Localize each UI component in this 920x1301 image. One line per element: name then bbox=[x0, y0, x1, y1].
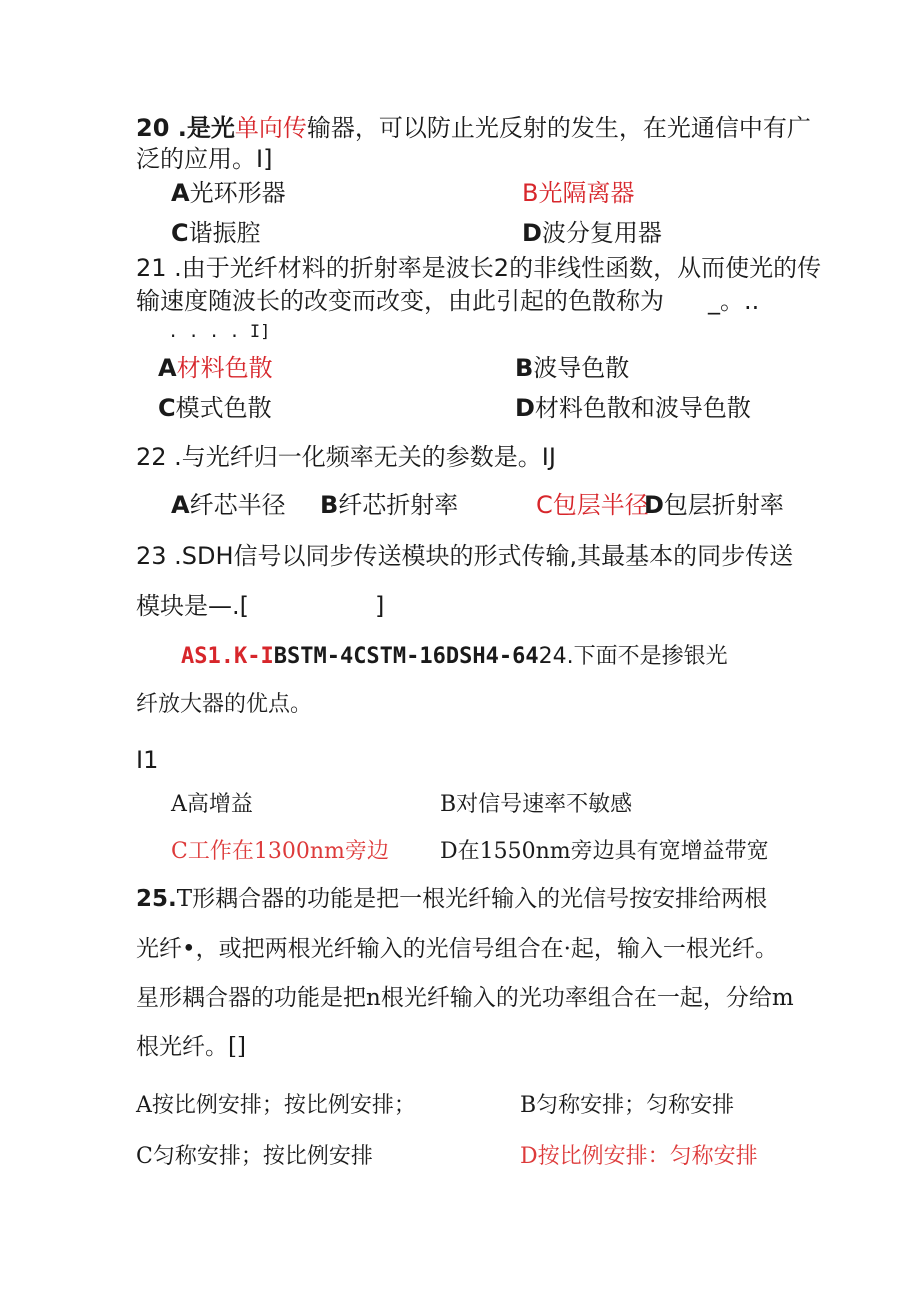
q24-text-start: 24.下面不是掺银光 bbox=[538, 644, 728, 669]
q25-number: 25. bbox=[136, 886, 177, 912]
q22-option-d bbox=[644, 493, 784, 517]
q25-line1 bbox=[136, 888, 767, 911]
q21-option-d bbox=[515, 396, 751, 420]
q22-option-a-letter: A bbox=[171, 491, 190, 519]
q20-highlight: 单向传 bbox=[234, 114, 307, 142]
q24-bracket: I1 bbox=[136, 746, 159, 774]
q23-answer-options-red: AS1.K-I bbox=[181, 644, 274, 669]
q21-line2 bbox=[136, 289, 759, 313]
q25-line1-text: T形耦合器的功能是把一根光纤输入的光信号按安排给两根 bbox=[176, 886, 768, 912]
q20-option-c bbox=[171, 221, 261, 245]
q25-option-b: B匀称安排；匀称安排 bbox=[520, 1093, 735, 1118]
q21-option-c-letter: C bbox=[158, 394, 176, 422]
q25-line4: 根光纤。[] bbox=[136, 1034, 246, 1060]
q21-option-b bbox=[515, 356, 629, 380]
q20-option-c-text: 谐振腔 bbox=[188, 219, 261, 247]
q21-option-b-text: 波导色散 bbox=[533, 354, 630, 382]
q22-option-a bbox=[171, 493, 286, 517]
q23-line2 bbox=[136, 594, 384, 618]
q20-text-b: 输器，可以防止光反射的发生，在光通信中有广 bbox=[306, 114, 811, 142]
q20-option-a bbox=[171, 181, 286, 205]
q22-option-a-text: 纤芯半径 bbox=[189, 491, 286, 519]
q20-option-a-text: 光环形器 bbox=[189, 179, 286, 207]
q22-line1: 22 .与光纤归一化频率无关的参数是。IJ bbox=[136, 443, 556, 471]
q21-option-a bbox=[158, 356, 273, 380]
q24-option-c: C工作在1300nm旁边 bbox=[171, 839, 389, 864]
q21-line3: . . . . I] bbox=[168, 322, 271, 342]
q21-option-d-text: 材料色散和波导色散 bbox=[534, 394, 751, 422]
q20-option-c-letter: C bbox=[171, 219, 189, 247]
q25-line3: 星形耦合器的功能是把n根光纤输入的光功率组合在一起，分给m bbox=[136, 985, 794, 1011]
q20-text-a: 20 .是光 bbox=[136, 114, 235, 142]
q21-line2-text: 输速度随波长的改变而改变，由此引起的色散称为 bbox=[136, 287, 664, 315]
q21-option-a-letter: A bbox=[158, 354, 177, 382]
q24-option-b: B对信号速率不敏感 bbox=[440, 792, 633, 817]
q23-line2-text: 模块是—.[ bbox=[136, 592, 249, 620]
q25-option-c: C匀称安排；按比例安排 bbox=[136, 1144, 373, 1169]
q25-option-a: A按比例安排；按比例安排； bbox=[136, 1093, 416, 1118]
q25-option-d: D按比例安排：匀称安排 bbox=[520, 1144, 758, 1169]
q21-option-b-letter: B bbox=[515, 354, 534, 382]
q23-options-line bbox=[181, 646, 728, 668]
q20-option-b: B光隔离器 bbox=[522, 179, 635, 207]
q20-line2: 泛的应用。I] bbox=[136, 145, 273, 173]
q22-option-b bbox=[320, 493, 458, 517]
q22-option-d-text: 包层折射率 bbox=[663, 491, 784, 519]
q22-option-b-letter: B bbox=[320, 491, 339, 519]
q20-option-d bbox=[522, 221, 662, 245]
q20-line1 bbox=[136, 116, 811, 140]
q21-option-a-text: 材料色散 bbox=[176, 354, 273, 382]
q20-option-a-letter: A bbox=[171, 179, 190, 207]
q23-line1: 23 .SDH信号以同步传送模块的形式传输,其最基本的同步传送 bbox=[136, 542, 794, 570]
q22-option-c: C包层半径 bbox=[536, 491, 649, 519]
q24-option-a: A高增益 bbox=[171, 792, 253, 817]
q25-line2: 光纤•，或把两根光纤输入的光信号组合在·起，输入一根光纤。 bbox=[136, 936, 778, 962]
q23-bracket-close: ] bbox=[375, 592, 385, 620]
q22-option-b-text: 纤芯折射率 bbox=[338, 491, 459, 519]
q24-option-d: D在1550nm旁边具有宽增益带宽 bbox=[440, 839, 769, 864]
q21-option-d-letter: D bbox=[515, 394, 535, 422]
q22-option-d-letter: D bbox=[644, 491, 664, 519]
q21-line1: 21 .由于光纤材料的折射率是波长2的非线性函数，从而使光的传 bbox=[136, 254, 822, 282]
q21-option-c-text: 模式色散 bbox=[175, 394, 272, 422]
q23-answer-options: BSTM-4CSTM-16DSH4-64 bbox=[273, 644, 539, 669]
q20-option-d-text: 波分复用器 bbox=[541, 219, 662, 247]
q21-blank: _。.. bbox=[708, 287, 760, 315]
q20-option-d-letter: D bbox=[522, 219, 542, 247]
q24-line2: 纤放大器的优点。 bbox=[136, 692, 313, 717]
q21-option-c bbox=[158, 396, 272, 420]
